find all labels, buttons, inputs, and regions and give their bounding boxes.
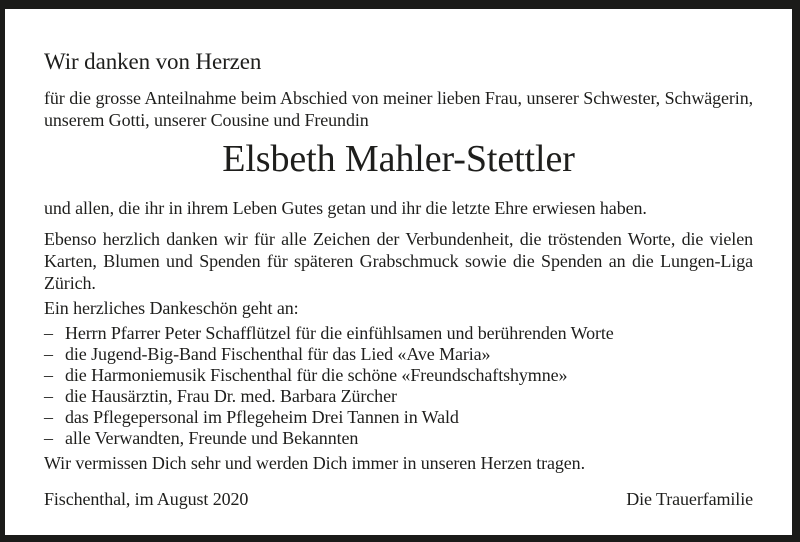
closing-line: Wir vermissen Dich sehr und werden Dich immer in unseren Herzen tragen. bbox=[44, 453, 585, 473]
thanks-item bbox=[44, 386, 753, 407]
list-dash: – bbox=[44, 323, 53, 343]
thanks-item-text: das Pflegepersonal im Pflegeheim Drei Tannen in Wald bbox=[65, 407, 459, 427]
list-dash: – bbox=[44, 428, 53, 448]
deceased-name: Elsbeth Mahler-Stettler bbox=[222, 138, 575, 180]
thanks-item bbox=[44, 407, 753, 428]
thanks-item-text: die Hausärztin, Frau Dr. med. Barbara Zürcher bbox=[65, 386, 397, 406]
place-date: Fischenthal, im August 2020 bbox=[44, 489, 249, 509]
dedication-line: und allen, die ihr in ihrem Leben Gutes getan und ihr die letzte Ehre erwiesen haben. bbox=[44, 198, 647, 218]
gratitude-paragraph: Ebenso herzlich danken wir für alle Zeichen der Verbundenheit, die tröstenden Worte, die vielen Karten, Blumen und Spenden für späteren Grabschmuck sowie die Spenden an die Lungen-Liga Zürich. bbox=[44, 229, 753, 293]
thanks-item bbox=[44, 344, 753, 365]
thanks-item-text: die Jugend-Big-Band Fischenthal für das Lied «Ave Maria» bbox=[65, 344, 491, 364]
list-dash: – bbox=[44, 344, 53, 364]
thanks-item-text: die Harmoniemusik Fischenthal für die schöne «Freundschaftshymne» bbox=[65, 365, 568, 385]
thanks-item-text: alle Verwandten, Freunde und Bekannten bbox=[65, 428, 359, 448]
thanks-list bbox=[44, 323, 753, 449]
thanks-item bbox=[44, 428, 753, 449]
list-dash: – bbox=[44, 365, 53, 385]
intro-paragraph: für die grosse Anteilnahme beim Abschied von meiner lieben Frau, unserer Schwester, Schwägerin, unserem Gotti, unserer Cousine und Freundin bbox=[44, 88, 753, 130]
thanks-intro-line: Ein herzliches Dankeschön geht an: bbox=[44, 298, 299, 318]
thanks-item bbox=[44, 323, 753, 344]
notice-content bbox=[5, 9, 792, 535]
signature: Die Trauerfamilie bbox=[626, 489, 753, 509]
notice-heading: Wir danken von Herzen bbox=[44, 49, 262, 74]
thanks-item bbox=[44, 365, 753, 386]
list-dash: – bbox=[44, 407, 53, 427]
thanks-item-text: Herrn Pfarrer Peter Schafflützel für die einfühlsamen und berührenden Worte bbox=[65, 323, 614, 343]
list-dash: – bbox=[44, 386, 53, 406]
notice-footer bbox=[44, 488, 753, 510]
